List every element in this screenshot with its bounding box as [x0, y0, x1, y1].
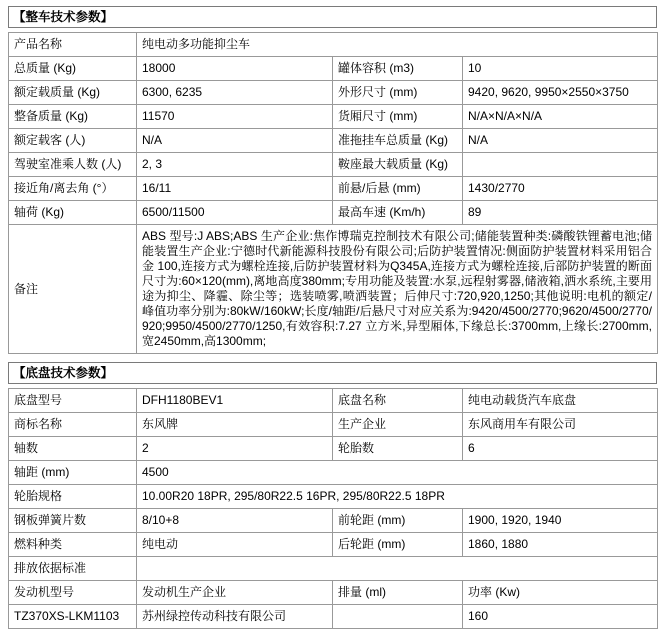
cell-value: 1900, 1920, 1940: [463, 509, 658, 533]
cell-value: 89: [463, 201, 658, 225]
table-row: [9, 33, 658, 57]
table-row: [9, 413, 658, 437]
table-row: [9, 81, 658, 105]
cell-value: 18000: [137, 57, 333, 81]
cell-value: 纯电动: [137, 533, 333, 557]
cell-label: 发动机生产企业: [137, 581, 333, 605]
cell-label: 排量 (ml): [333, 581, 463, 605]
chassis-spec-table: [8, 388, 658, 629]
cell-label: 生产企业: [333, 413, 463, 437]
cell-label: 外形尺寸 (mm): [333, 81, 463, 105]
cell-value: 10.00R20 18PR, 295/80R22.5 16PR, 295/80R22.5 18PR: [137, 485, 658, 509]
cell-label: 轮胎数: [333, 437, 463, 461]
section-title-vehicle: 【整车技术参数】: [8, 6, 657, 28]
table-row-remark: [9, 225, 658, 354]
table-row: [9, 461, 658, 485]
table-row: [9, 557, 658, 581]
cell-label: 商标名称: [9, 413, 137, 437]
cell-value: DFH1180BEV1: [137, 389, 333, 413]
chassis-spec-body: [9, 389, 658, 629]
cell-label: 底盘型号: [9, 389, 137, 413]
cell-label: 轴距 (mm): [9, 461, 137, 485]
vehicle-spec-body: [9, 33, 658, 354]
cell-value: 东风牌: [137, 413, 333, 437]
cell-value: 1430/2770: [463, 177, 658, 201]
cell-value: 1860, 1880: [463, 533, 658, 557]
cell-label: 准拖挂车总质量 (Kg): [333, 129, 463, 153]
cell-label: 轴荷 (Kg): [9, 201, 137, 225]
cell-value: 11570: [137, 105, 333, 129]
cell-label: 后轮距 (mm): [333, 533, 463, 557]
cell-label: 货厢尺寸 (mm): [333, 105, 463, 129]
table-row: [9, 437, 658, 461]
cell-label: 额定载客 (人): [9, 129, 137, 153]
cell-value: 苏州绿控传动科技有限公司: [137, 605, 333, 629]
cell-label: 前轮距 (mm): [333, 509, 463, 533]
cell-value: 160: [463, 605, 658, 629]
cell-label: 钢板弹簧片数: [9, 509, 137, 533]
table-row: [9, 605, 658, 629]
cell-label: 发动机型号: [9, 581, 137, 605]
table-row: [9, 129, 658, 153]
cell-value: [463, 153, 658, 177]
cell-value: 纯电动载货汽车底盘: [463, 389, 658, 413]
cell-label-remark: 备注: [9, 225, 137, 354]
table-row-header: [9, 581, 658, 605]
table-row: [9, 201, 658, 225]
table-row: [9, 57, 658, 81]
cell-label: 轴数: [9, 437, 137, 461]
table-row: [9, 153, 658, 177]
remark-text: ABS 型号:J ABS;ABS 生产企业:焦作博瑞克控制技术有限公司;储能装置种类:磷酸铁锂蓄电池;储能装置生产企业:宁德时代新能源科技股份有限公司;后防护装置情况:侧面防护装置材料采用铝合金 100,连接方式为螺栓连接,后防护装置材料为Q345A,连接方式为螺栓连接,后部防护装置的断面尺寸为:60×120(mm),离地高度380mm;专用功能及装置:水泵,远程射雾器,储液箱,洒水系统,主要用途为抑尘、降霾、除尘等；选装喷雾,喷洒装置；后伸尺寸:720,920,1250;其他说明:电机的额定/峰值功率分别为:80kW/160kW;长度/轴距/后悬尺寸对应关系为:9420/4500/2770;9620/4500/2770/920;9950/4500/2770/1250,有效容积:7.27 立方米,异型厢体,下缘总长:3700mm,上缘长:2700mm,宽2450mm,高1300mm;: [137, 225, 658, 354]
cell-value: 2, 3: [137, 153, 333, 177]
table-row: [9, 177, 658, 201]
cell-label: 罐体容积 (m3): [333, 57, 463, 81]
cell-label: 功率 (Kw): [463, 581, 658, 605]
table-row: [9, 389, 658, 413]
cell-value: 2: [137, 437, 333, 461]
cell-label: 整备质量 (Kg): [9, 105, 137, 129]
table-row: [9, 509, 658, 533]
cell-label: 前悬/后悬 (mm): [333, 177, 463, 201]
section-title-chassis: 【底盘技术参数】: [8, 362, 657, 384]
cell-label: 燃料种类: [9, 533, 137, 557]
cell-label: 鞍座最大载质量 (Kg): [333, 153, 463, 177]
cell-value: N/A×N/A×N/A: [463, 105, 658, 129]
cell-value: 6: [463, 437, 658, 461]
cell-label: 最高车速 (Km/h): [333, 201, 463, 225]
cell-label: 排放依据标准: [9, 557, 137, 581]
vehicle-spec-table: [8, 32, 658, 354]
cell-value: 4500: [137, 461, 658, 485]
cell-label: 产品名称: [9, 33, 137, 57]
cell-value: 6500/11500: [137, 201, 333, 225]
cell-value: 8/10+8: [137, 509, 333, 533]
cell-value: N/A: [463, 129, 658, 153]
cell-value: 东风商用车有限公司: [463, 413, 658, 437]
cell-label: 底盘名称: [333, 389, 463, 413]
cell-value: TZ370XS-LKM1103: [9, 605, 137, 629]
cell-value: 16/11: [137, 177, 333, 201]
cell-label: 总质量 (Kg): [9, 57, 137, 81]
cell-value: 6300, 6235: [137, 81, 333, 105]
cell-value: [333, 605, 463, 629]
table-row: [9, 485, 658, 509]
cell-value: 纯电动多功能抑尘车: [137, 33, 658, 57]
cell-label: 轮胎规格: [9, 485, 137, 509]
cell-value: 10: [463, 57, 658, 81]
table-row: [9, 533, 658, 557]
cell-value: N/A: [137, 129, 333, 153]
table-row: [9, 105, 658, 129]
cell-value: 9420, 9620, 9950×2550×3750: [463, 81, 658, 105]
cell-label: 额定载质量 (Kg): [9, 81, 137, 105]
cell-label: 驾驶室准乘人数 (人): [9, 153, 137, 177]
cell-label: 接近角/离去角 (°）: [9, 177, 137, 201]
cell-value: [137, 557, 658, 581]
